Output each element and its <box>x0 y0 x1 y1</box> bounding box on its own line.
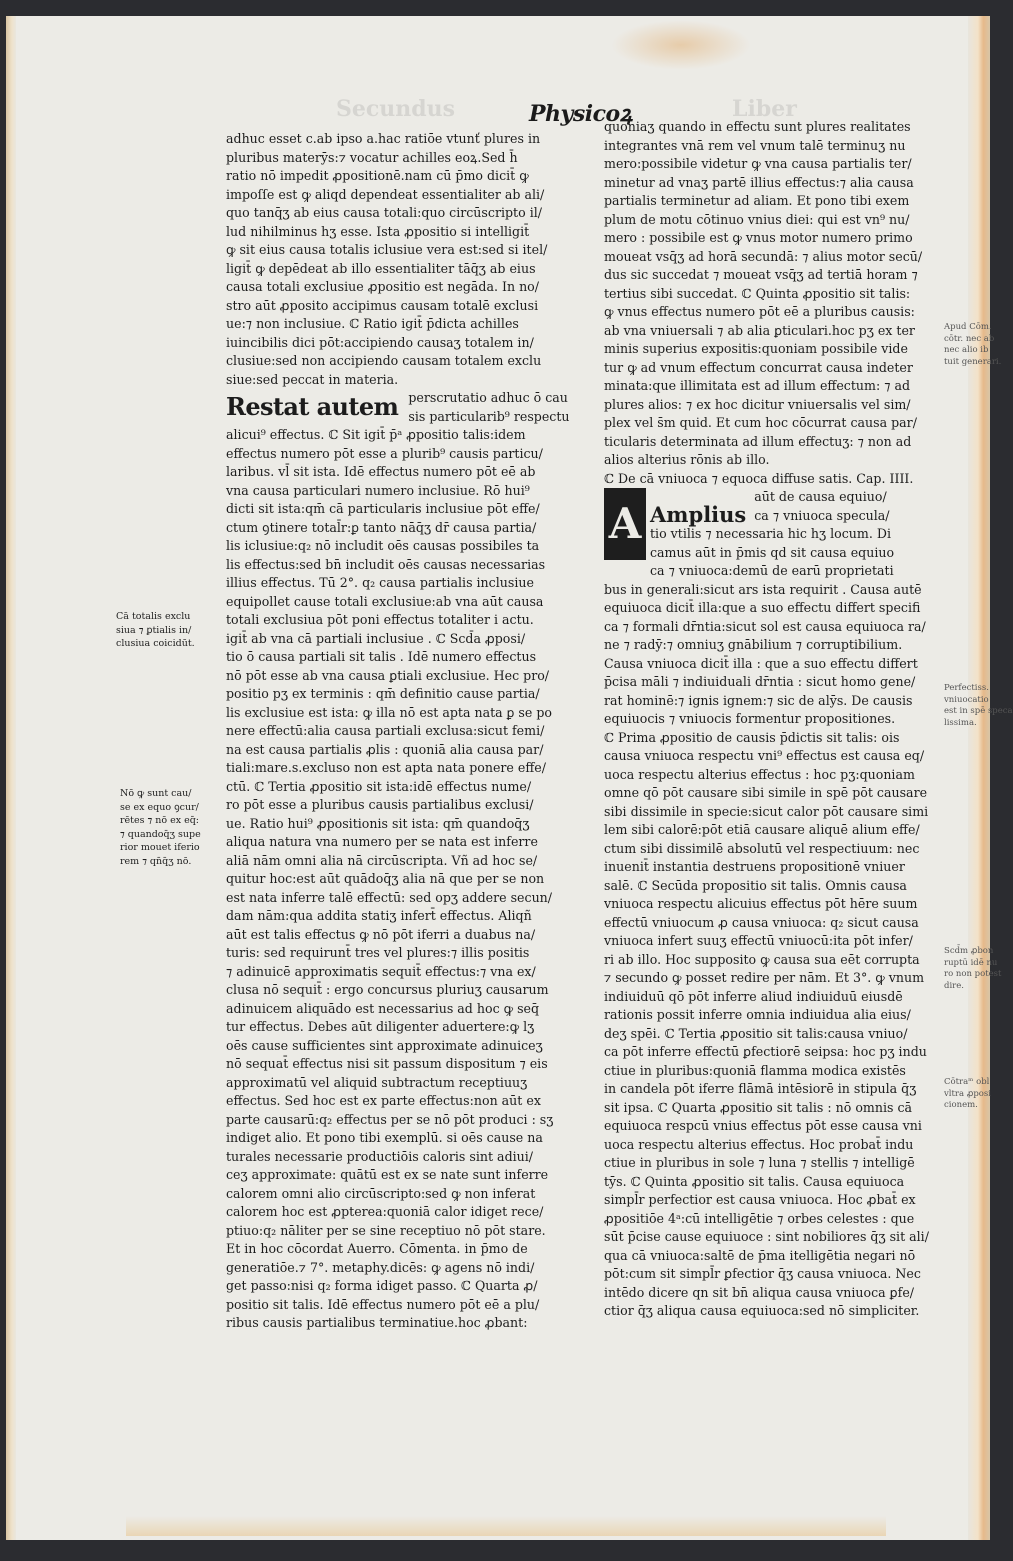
text-line: ctū. ℂ Tertia ꝓpositio sit ista:idē effectus nume/ <box>226 778 532 794</box>
text-line: equiuoca respcū vnius effectus pōt esse causa vni <box>604 1118 922 1133</box>
text-line: est nata inferre talē effectū: sed opʒ addere secun/ <box>226 889 553 905</box>
text-line: ratio nō impedit ꝓpositionē.nam cū p̄mo dicit̄ ꝙ <box>226 168 529 183</box>
text-line: ceʒ approximate: quātū est ex se nate sunt inferre <box>226 1167 549 1182</box>
margin-note-left <box>120 787 201 868</box>
text-line: uoca respectu alterius effectus : hoc pʒ:quoniam <box>604 766 915 782</box>
text-line: plex vel s̄m quid. Et cum hoc cōcurrat causa par/ <box>604 415 917 430</box>
text-line: siue:sed peccat in materia. <box>226 371 399 387</box>
text-line: minetur ad vnaʒ partē illius effectus:⁊ alia causa <box>604 174 914 190</box>
text-line: Cā totalis exclu <box>116 611 191 622</box>
text-line: aūt de causa equiuo/ <box>754 489 887 504</box>
text-line: nec alio ib <box>944 345 989 355</box>
restat-paragraph-start <box>226 389 586 426</box>
text-line: ꝓpositiōe 4ᵃ:cū intelligētie ⁊ orbes celestes : que <box>604 1210 915 1226</box>
text-line: ꝙ sit eius causa totalis iclusiue vera est:sed si itel/ <box>226 242 548 257</box>
text-line: Scd̄m ꝓbon <box>944 946 994 956</box>
text-line: ca ⁊ vniuoca:demū de earū proprietati <box>650 563 894 578</box>
text-line: ctum sibi dissimilē absolutū vel respectiuum: nec <box>604 840 920 856</box>
text-line: ꝙ vnus effectus numero pōt eē a pluribus causis: <box>604 304 915 319</box>
text-line: qua cā vniuoca:saltē de p̄ma itelligētia negari nō <box>604 1247 916 1263</box>
text-line: ro non potest <box>944 969 1002 979</box>
text-line: tur ꝙ ad vnum effectum concurrat causa indeter <box>604 359 913 375</box>
amplius-lines <box>650 525 944 581</box>
restat-lines <box>408 389 586 426</box>
right-column-bottom <box>604 581 944 1321</box>
text-line: illius effectus. Tū 2°. q₂ causa partialis inclusiue <box>226 575 534 590</box>
text-line: turis: sed requirunt̄ tres vel plures:⁊ illis positis <box>226 945 530 960</box>
text-line: mero:possibile videtur ꝙ vna causa partialis ter/ <box>604 156 912 171</box>
text-line: sibi dissimile in specie:sicut calor pōt causare simi <box>604 803 929 819</box>
text-line: ca ⁊ vniuoca specula/ <box>754 507 890 523</box>
text-line: partialis terminetur ad aliam. Et pono tibi exem <box>604 193 910 208</box>
margin-note-left <box>116 610 195 651</box>
text-line: ⁊ quandoq̄ʒ supe <box>120 828 201 840</box>
text-line: vniuoca respectu alicuius effectus pōt hēre suum <box>604 896 918 911</box>
text-line: ue:⁊ non inclusiue. ℂ Ratio igit̄ p̄dicta achilles <box>226 316 519 331</box>
text-line: camus aūt in p̄mis qd sit causa equiuo <box>650 544 895 560</box>
text-line: inuenit̄ instantia destruens propositionē vniuer <box>604 859 905 874</box>
text-line: aūt est talis effectus ꝙ nō pōt iferri a duabus na/ <box>226 926 536 942</box>
text-line: lissima. <box>944 717 977 728</box>
text-line: uoca respectu alterius effectus. Hoc probat̄ indu <box>604 1136 914 1152</box>
text-line: Nō ꝙ sunt cau/ <box>120 788 192 799</box>
text-line: aliqua natura vna numero per se nata est inferre <box>226 834 538 849</box>
text-line: ptiuo:q₂ nāliter per se sine receptiuo nō pōt stare. <box>226 1222 546 1238</box>
text-line: ribus causis partialibus terminatiue.hoc ꝓbant: <box>226 1315 528 1330</box>
text-line: ticularis determinata ad illum effectuʒ: ⁊ non ad <box>604 433 912 449</box>
text-line: simpl̄r perfectior est causa vniuoca. Hoc ꝓbat̄ ex <box>604 1192 916 1207</box>
text-line: perscrutatio adhuc ō cau <box>408 390 568 405</box>
text-line: impoſſe est ꝙ aliqd dependeat essentialiter ab ali/ <box>226 186 545 202</box>
text-line: indiuiduū qō pōt inferre aliud indiuiduū eiusdē <box>604 988 903 1004</box>
text-line: equiuocis ⁊ vniuocis formentur propositiones. <box>604 711 896 726</box>
show-through-secundus: Secundus <box>336 96 456 122</box>
text-line: ne ⁊ radȳ:⁊ omniuʒ gnābilium ⁊ corruptibilium. <box>604 637 903 652</box>
text-line: igit̄ ab vna cā partiali inclusiue . ℂ Scd̄a ꝓposi/ <box>226 630 526 646</box>
margin-note-right <box>944 322 1001 368</box>
text-line: aliā nām omni alia nā circūscripta. Vñ ad hoc se/ <box>226 852 538 868</box>
text-line: indiget alio. Et pono tibi exemplū. si oēs cause na <box>226 1130 543 1145</box>
text-line: ctiue in pluribus in sole ⁊ luna ⁊ stellis ⁊ intelligē <box>604 1155 915 1170</box>
text-line: parte causarū:q₂ effectus per se nō pōt produci : sʒ <box>226 1111 554 1127</box>
page-edge-right <box>968 16 990 1540</box>
text-line: lem sibi calorē:pōt etiā causare aliquē alium effe/ <box>604 822 920 837</box>
text-line: ℂ Prima ꝓpositio de causis p̄dictis sit talis: ois <box>604 729 900 745</box>
text-line: lis effectus:sed bn̄ includit oēs causas necessarias <box>226 556 546 572</box>
text-line: tio vtilis ⁊ necessaria hic hʒ locum. Di <box>650 526 891 541</box>
text-line: nō sequat̄ effectus nisi sit passum dispositum ⁊ eis <box>226 1056 548 1071</box>
text-line: positio sit talis. Idē effectus numero pōt eē a plu/ <box>226 1296 540 1312</box>
text-line: ctum ꝯtinere total̄r:ꝑ tanto nāq̄ʒ dr̄ causa partia/ <box>226 519 537 535</box>
text-line: oēs cause sufficientes sint approximate adinuiceʒ <box>226 1037 543 1053</box>
text-line: pluribus materȳs:⁊ vocatur achilles eoꝝ.Sed h̄ <box>226 149 518 165</box>
text-line: vniuocatio <box>944 694 989 705</box>
amplius-side-lines <box>754 488 944 525</box>
text-line: dire. <box>944 980 964 991</box>
text-line: calorem omni alio circūscripto:sed ꝙ non inferat <box>226 1185 536 1201</box>
text-line: adhuc esset c.ab ipso a.hac ratiōe vtunť plures in <box>226 131 541 146</box>
text-line: mero : possibile est ꝙ vnus motor numero primo <box>604 230 913 245</box>
text-line: se ex equo ꝯcur/ <box>120 801 199 813</box>
text-line: totali exclusiua pōt poni effectus totaliter i actu. <box>226 612 534 627</box>
text-line: omne qō pōt causare sibi simile in spē pōt causare <box>604 785 928 800</box>
text-line: dus sic succedat ⁊ moueat vsq̄ʒ ad tertiā horam ⁊ <box>604 267 918 282</box>
text-line: pōt:cum sit simpl̄r ꝑfectior q̄ʒ causa vniuoca. Nec <box>604 1266 921 1281</box>
text-line: ⁊ secundo ꝙ posset redire per nām. Et 3°. ꝙ vnum <box>604 970 925 985</box>
text-line: nō pōt esse ab vna causa ꝑtiali exclusiue. Hec pro/ <box>226 667 550 683</box>
restat-heading: Restat autem <box>226 392 399 421</box>
amplius-heading: Amplius <box>650 502 747 527</box>
text-line: ri ab illo. Hoc supposito ꝙ causa sua eēt corrupta <box>604 951 920 967</box>
text-line: ab vna vniuersali ⁊ ab alia ꝑticulari.hoc pʒ ex ter <box>604 322 915 338</box>
text-line: iuincibilis dici pōt:accipiendo causaʒ totalem in/ <box>226 334 534 350</box>
text-line: lis iclusiue:q₂ nō includit oēs causas possibiles ta <box>226 538 540 553</box>
text-line: sis particularib⁹ respectu <box>408 408 570 424</box>
text-line: equiuoca dicit̄ illa:que a suo effectu differt specifi <box>604 600 921 615</box>
text-line: cōtr. nec ab <box>944 333 995 344</box>
chapter-opening <box>604 488 944 581</box>
text-line: plum de motu cōtinuo vnius diei: qui est vn⁹ nu/ <box>604 211 910 227</box>
text-line: Perfectiss. <box>944 683 989 693</box>
text-line: alicui⁹ effectus. ℂ Sit igit̄ p̄ᵃ ꝓpositio talis:idem <box>226 427 526 442</box>
text-line: in candela pōt iferre flāmā intēsiorē in stipula q̄ʒ <box>604 1081 917 1096</box>
text-line: ro pōt esse a pluribus causis partialibus exclusi/ <box>226 797 534 812</box>
text-line: sit ipsa. ℂ Quarta ꝓpositio sit talis : nō omnis cā <box>604 1099 913 1115</box>
decorated-initial: A <box>604 488 646 560</box>
text-line: Et in hoc cōcordat Auerro. Cōmenta. in p̄mo de <box>226 1241 528 1256</box>
text-line: vltra ꝓposi <box>944 1088 991 1099</box>
text-line: tuit generari. <box>944 356 1002 367</box>
left-column <box>226 130 586 1333</box>
text-line: moueat vsq̄ʒ ad horā secundā: ⁊ alius motor secū/ <box>604 248 923 264</box>
text-line: rationis possit inferre omnia indiuidua alia eius/ <box>604 1007 911 1022</box>
text-line: causa totali exclusiue ꝓpositio est negāda. In no/ <box>226 279 539 294</box>
text-line: tȳs. ℂ Quinta ꝓpositio sit talis. Causa equiuoca <box>604 1173 905 1189</box>
text-line: ue. Ratio hui⁹ ꝓpositionis sit ista: qm̄ quandoq̄ʒ <box>226 815 530 831</box>
text-line: intēdo dicere qn sit bn̄ aliqua causa vniuoca ꝑfe/ <box>604 1284 915 1300</box>
text-line: rem ⁊ qn̄q̄ʒ nō. <box>120 855 192 867</box>
text-line: generatiōe.⁊ 7°. metaphy.dicēs: ꝙ agens nō indi/ <box>226 1259 535 1275</box>
text-line: ligit̄ ꝙ depēdeat ab illo essentialiter tāq̄ʒ ab eius <box>226 260 536 276</box>
text-line: rior mouet iferio <box>120 842 200 853</box>
text-line: p̄cisa māli ⁊ indiuiduali dr̄ntia : sicut homo gene/ <box>604 674 916 689</box>
text-line: positio pʒ ex terminis : qm̄ definitio cause partia/ <box>226 686 540 701</box>
text-line: ctior q̄ʒ aliqua causa equiuoca:sed nō simpliciter. <box>604 1303 920 1318</box>
text-line: dicti sit ista:qm̄ cā particularis inclusiue pōt effe/ <box>226 501 540 516</box>
text-line: tertius sibi succedat. ℂ Quinta ꝓpositio sit talis: <box>604 285 911 301</box>
margin-note-right <box>944 946 1001 992</box>
text-line: clusiue:sed non accipiendo causam totalem exclu <box>226 353 542 368</box>
text-line: dam nām:qua addita statiʒ infert̄ effectus. Aliqñ <box>226 908 532 923</box>
text-line: quoniaʒ quando in effectu sunt plures realitates <box>604 119 911 134</box>
text-line: tur effectus. Debes aūt diligenter aduertere:ꝙ lʒ <box>226 1019 535 1034</box>
bottom-stain <box>126 1516 886 1536</box>
chapter-opening-text <box>650 488 944 581</box>
text-line: ruptū idē nu <box>944 957 998 968</box>
text-line: get passo:nisi q₂ forma idiget passo. ℂ Quarta ꝓ/ <box>226 1278 538 1293</box>
text-line: salē. ℂ Secūda propositio sit talis. Omnis causa <box>604 877 907 893</box>
right-column <box>604 118 944 1321</box>
text-line: turales necessarie productiōis caloris sint adiui/ <box>226 1148 534 1164</box>
text-line: effectus numero pōt esse a plurib⁹ causis particu/ <box>226 445 543 461</box>
running-head: Physicoꝝ <box>529 101 632 127</box>
text-line: quo tanq̄ʒ ab eius causa totali:quo circūscripto il/ <box>226 205 542 220</box>
text-line: lud nihilminus hʒ esse. Ista ꝓpositio si intelligit̄ <box>226 223 530 239</box>
margin-note-right <box>944 1077 991 1112</box>
text-line: siua ⁊ ꝑtialis in/ <box>116 624 192 636</box>
text-line: rētes ⁊ nō ex eq̄: <box>120 815 200 826</box>
text-line: clusiua coicidūt. <box>116 638 195 649</box>
text-line: vniuoca infert suuʒ effectū vniuocū:ita pōt infer/ <box>604 933 913 948</box>
margin-note-right <box>944 683 1013 729</box>
text-line: minata:que illimitata est ad illum effectum: ⁊ ad <box>604 378 911 393</box>
text-line: tiali:mare.s.excluso non est apta nata ponere effe/ <box>226 760 546 775</box>
text-line: ctiue in pluribus:quoniā flamma modica existēs <box>604 1062 906 1078</box>
water-stain <box>611 20 751 70</box>
show-through-liber: Liber <box>732 96 797 122</box>
text-line: clusa nō sequit̄ : ergo concursus pluriuʒ causarum <box>226 982 549 997</box>
text-line: approximatū vel aliquid subtractum receptiuuʒ <box>226 1074 528 1090</box>
text-line: alios alterius rōnis ab illo. <box>604 452 770 467</box>
text-line: minis superius expositis:quoniam possibile vide <box>604 341 908 356</box>
text-line: adinuicem aliquādo est necessarius ad hoc ꝙ seq̄ <box>226 1000 540 1016</box>
text-line: effectū vniuocum ꝓ causa vniuoca: q₂ sicut causa <box>604 914 919 930</box>
text-line: bus in generali:sicut ars ista requirit . Causa autē <box>604 581 922 597</box>
text-line: nere effectū:alia causa partiali exclusa:sicut femi/ <box>226 723 545 738</box>
text-line: calorem hoc est ꝓpterea:quoniā calor idiget rece/ <box>226 1204 544 1219</box>
text-line: ℂ De cā vniuoca ⁊ equoca diffuse satis. Cap. IIII. <box>604 470 914 486</box>
text-line: est in spē speca <box>944 706 1013 716</box>
text-line: effectus. Sed hoc est ex parte effectus:non aūt ex <box>226 1093 541 1108</box>
text-line: cionem. <box>944 1100 978 1110</box>
text-line: laribus. vl̄ sit ista. Idē effectus numero pōt eē ab <box>226 464 536 479</box>
text-line: plures alios: ⁊ ex hoc dicitur vniuersalis vel sim/ <box>604 396 911 412</box>
text-line: sūt p̄cise cause equiuoce : sint nobiliores q̄ʒ sit ali/ <box>604 1229 929 1244</box>
text-line: rat hominē:⁊ ignis ignem:⁊ sic de alȳs. De causis <box>604 692 913 708</box>
text-line: ca ⁊ formali dr̄ntia:sicut sol est causa equiuoca ra/ <box>604 618 926 634</box>
text-line: ⁊ adinuicē approximatis sequit̄ effectus:⁊ vna ex/ <box>226 963 536 979</box>
text-line: lis exclusiue est ista: ꝙ illa nō est apta nata ꝑ se po <box>226 704 552 720</box>
text-line: quitur hoc:est aūt quādoq̄ʒ alia nā que per se non <box>226 871 545 886</box>
text-line: vna causa particulari numero inclusiue. Rō hui⁹ <box>226 482 530 498</box>
text-line: Apud Cōm. <box>944 322 992 332</box>
text-line: causa vniuoca respectu vni⁹ effectus est causa eq/ <box>604 748 925 763</box>
left-column-bottom <box>226 426 586 1333</box>
text-line: ca pōt inferre effectū ꝑfectiorē seipsa: hoc pʒ indu <box>604 1044 927 1059</box>
text-line: Cōtraᵐ obl <box>944 1077 990 1087</box>
text-line: integrantes vnā rem vel vnum talē terminuʒ nu <box>604 137 906 153</box>
text-line: stro aūt ꝓposito accipimus causam totalē exclusi <box>226 297 539 313</box>
text-line: tio ō causa partiali sit talis . Idē numero effectus <box>226 649 537 664</box>
page-edge-left <box>6 16 16 1540</box>
amplius-line <box>650 488 944 525</box>
right-column-top <box>604 118 944 488</box>
text-line: equipollet cause totali exclusiue:ab vna aūt causa <box>226 593 544 609</box>
text-line: deʒ spēi. ℂ Tertia ꝓpositio sit talis:causa vniuo/ <box>604 1025 908 1041</box>
text-line: na est causa partialis ꝓlis : quoniā alia causa par/ <box>226 741 544 757</box>
left-column-top <box>226 130 586 389</box>
text-line: Causa vniuoca dicit̄ illa : que a suo effectu differt <box>604 655 918 671</box>
